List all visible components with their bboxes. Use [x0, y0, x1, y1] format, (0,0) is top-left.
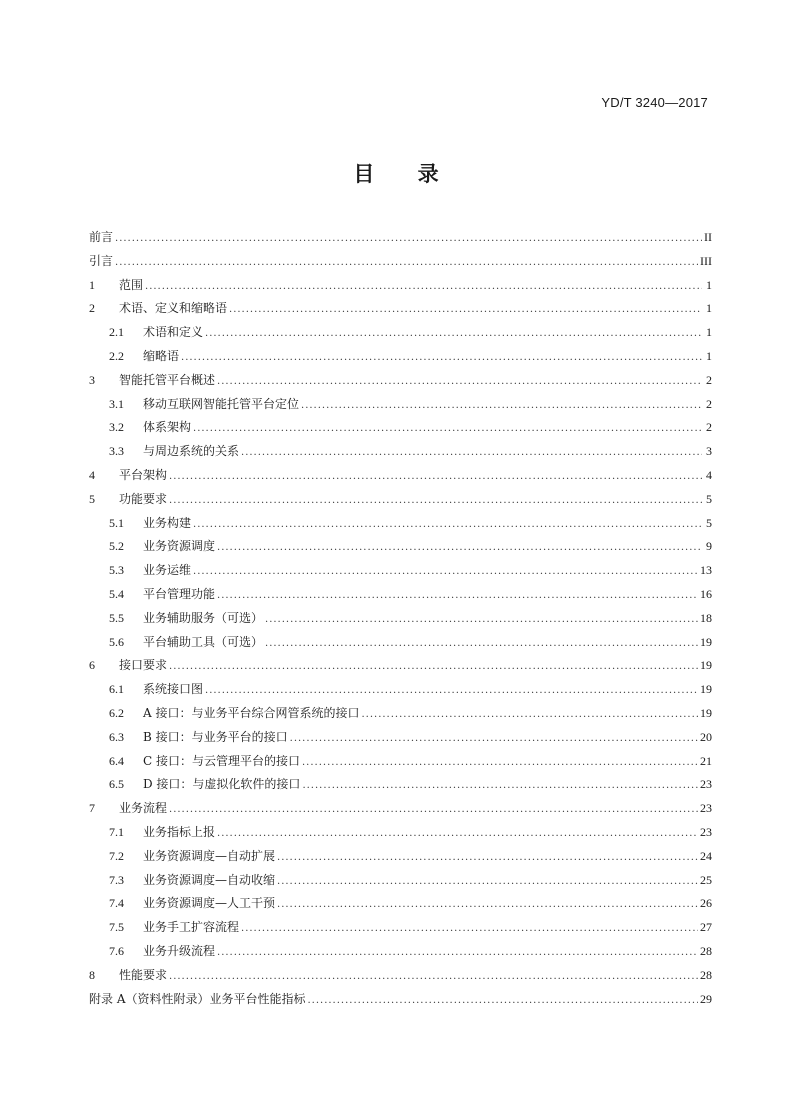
toc-entry-title: 平台管理功能 — [143, 586, 216, 601]
toc-dot-leader — [115, 227, 702, 251]
toc-entry[interactable] — [89, 274, 712, 298]
toc-entry-number: 6.4 — [109, 753, 124, 768]
toc-entry-page: 19 — [700, 705, 712, 720]
toc-entry[interactable] — [89, 964, 712, 988]
toc-entry[interactable] — [89, 845, 712, 869]
toc-dot-leader — [265, 608, 698, 632]
toc-entry-number: 6.3 — [109, 729, 124, 744]
toc-entry-number: 4 — [89, 467, 95, 482]
toc-entry-number: 3.2 — [109, 420, 124, 435]
toc-dot-leader — [217, 941, 698, 965]
toc-entry-title: 附录 A（资料性附录）业务平台性能指标 — [89, 991, 306, 1006]
toc-entry[interactable] — [89, 440, 712, 464]
title-char: 录 — [417, 162, 439, 186]
toc-entry-title: 业务辅助服务（可选） — [143, 610, 264, 625]
toc-entry[interactable] — [89, 678, 712, 702]
toc-entry[interactable] — [89, 988, 712, 1012]
toc-entry-page: 23 — [700, 824, 712, 839]
toc-entry-title: 平台架构 — [119, 467, 168, 482]
toc-entry-page: 9 — [706, 539, 712, 554]
toc-entry-title: A 接口：与业务平台综合网管系统的接口 — [143, 705, 360, 720]
toc-entry-number: 5.5 — [109, 610, 124, 625]
toc-entry-page: 29 — [700, 991, 712, 1006]
toc-dot-leader — [301, 394, 702, 418]
toc-entry-title: 系统接口图 — [143, 682, 204, 697]
toc-entry-title: 业务运维 — [143, 563, 192, 578]
toc-entry-number: 7.2 — [109, 848, 124, 863]
toc-entry-number: 5.6 — [109, 634, 124, 649]
toc-entry-number: 6.2 — [109, 705, 124, 720]
toc-entry[interactable] — [89, 345, 712, 369]
toc-dot-leader — [217, 822, 698, 846]
toc-entry[interactable] — [89, 631, 712, 655]
toc-dot-leader — [193, 417, 702, 441]
toc-entry-number: 7.1 — [109, 824, 124, 839]
toc-entry[interactable] — [89, 797, 712, 821]
toc-dot-leader — [169, 465, 702, 489]
toc-entry-title: 业务构建 — [143, 515, 192, 530]
toc-entry-page: 1 — [706, 348, 712, 363]
toc-entry-title: 业务升级流程 — [143, 943, 216, 958]
toc-entry[interactable] — [89, 297, 712, 321]
toc-entry[interactable] — [89, 750, 712, 774]
toc-entry-page: 25 — [700, 872, 712, 887]
toc-entry-title: 移动互联网智能托管平台定位 — [143, 396, 300, 411]
toc-dot-leader — [241, 917, 698, 941]
toc-entry[interactable] — [89, 559, 712, 583]
toc-entry-number: 5.2 — [109, 539, 124, 554]
toc-dot-leader — [229, 298, 702, 322]
toc-entry-number: 3.3 — [109, 444, 124, 459]
toc-entry[interactable] — [89, 464, 712, 488]
toc-entry-number: 5.3 — [109, 563, 124, 578]
toc-dot-leader — [277, 893, 698, 917]
toc-dot-leader — [265, 632, 698, 656]
toc-entry-title: 业务指标上报 — [143, 824, 216, 839]
toc-entry[interactable] — [89, 393, 712, 417]
toc-entry-page: 1 — [706, 277, 712, 292]
document-code: YD/T 3240—2017 — [601, 95, 708, 110]
toc-entry-page: III — [700, 253, 712, 268]
toc-dot-leader — [169, 655, 698, 679]
toc-entry-page: 3 — [706, 444, 712, 459]
toc-entry-number: 2.1 — [109, 325, 124, 340]
toc-entry-page: 2 — [706, 372, 712, 387]
title-char: 目 — [353, 162, 375, 186]
toc-dot-leader — [290, 727, 698, 751]
toc-entry-page: 23 — [700, 801, 712, 816]
toc-entry-title: B 接口：与业务平台的接口 — [143, 729, 288, 744]
toc-dot-leader — [169, 489, 702, 513]
toc-entry-page: 2 — [706, 396, 712, 411]
toc-entry-page: 23 — [700, 777, 712, 792]
toc-entry-title: C 接口：与云管理平台的接口 — [143, 753, 300, 768]
toc-entry-page: 4 — [706, 467, 712, 482]
toc-entry-title: 业务资源调度—人工干预 — [143, 896, 276, 911]
toc-entry-page: 1 — [706, 325, 712, 340]
toc-entry-number: 6.5 — [109, 777, 124, 792]
toc-dot-leader — [217, 370, 702, 394]
toc-entry-number: 7.5 — [109, 920, 124, 935]
toc-entry-page: 26 — [700, 896, 712, 911]
toc-entry-page: 20 — [700, 729, 712, 744]
toc-entry[interactable] — [89, 892, 712, 916]
toc-entry[interactable] — [89, 607, 712, 631]
toc-dot-leader — [145, 275, 702, 299]
toc-entry-title: 功能要求 — [119, 491, 168, 506]
toc-entry[interactable] — [89, 488, 712, 512]
toc-dot-leader — [193, 513, 702, 537]
toc-entry[interactable] — [89, 821, 712, 845]
toc-entry-page: 19 — [700, 658, 712, 673]
table-of-contents — [89, 226, 712, 1011]
toc-dot-leader — [217, 536, 702, 560]
toc-entry-number: 3.1 — [109, 396, 124, 411]
toc-entry-page: 5 — [706, 515, 712, 530]
toc-dot-leader — [181, 346, 702, 370]
toc-entry-title: 业务资源调度—自动扩展 — [143, 848, 276, 863]
toc-entry-number: 3 — [89, 372, 95, 387]
toc-entry-number: 7.4 — [109, 896, 124, 911]
toc-entry-number: 8 — [89, 967, 95, 982]
toc-entry-page: 16 — [700, 586, 712, 601]
toc-entry-title: 业务流程 — [119, 801, 168, 816]
toc-entry-page: 19 — [700, 634, 712, 649]
toc-entry[interactable] — [89, 702, 712, 726]
toc-entry[interactable] — [89, 535, 712, 559]
toc-entry-page: 5 — [706, 491, 712, 506]
toc-entry[interactable] — [89, 321, 712, 345]
toc-entry-title: 缩略语 — [143, 348, 180, 363]
toc-entry-title: 范围 — [119, 277, 144, 292]
toc-entry[interactable] — [89, 416, 712, 440]
toc-entry-title: 术语和定义 — [143, 325, 204, 340]
toc-entry[interactable] — [89, 726, 712, 750]
toc-entry-title: 引言 — [89, 253, 114, 268]
toc-entry-page: 1 — [706, 301, 712, 316]
toc-entry-title: 体系架构 — [143, 420, 192, 435]
toc-entry-number: 6 — [89, 658, 95, 673]
toc-entry-number: 1 — [89, 277, 95, 292]
toc-entry-title: 平台辅助工具（可选） — [143, 634, 264, 649]
toc-entry-number: 2 — [89, 301, 95, 316]
toc-entry-number: 5.1 — [109, 515, 124, 530]
toc-dot-leader — [241, 441, 702, 465]
toc-entry[interactable] — [89, 369, 712, 393]
toc-entry-title: 智能托管平台概述 — [119, 372, 216, 387]
toc-entry-number: 7.6 — [109, 943, 124, 958]
toc-entry-page: 21 — [700, 753, 712, 768]
toc-dot-leader — [217, 584, 698, 608]
toc-entry-number: 6.1 — [109, 682, 124, 697]
toc-dot-leader — [277, 870, 698, 894]
toc-entry-title: 业务手工扩容流程 — [143, 920, 240, 935]
toc-dot-leader — [302, 751, 698, 775]
toc-entry-page: 18 — [700, 610, 712, 625]
toc-dot-leader — [169, 798, 698, 822]
toc-entry-title: 前言 — [89, 230, 114, 244]
toc-dot-leader — [302, 774, 698, 798]
toc-dot-leader — [277, 846, 698, 870]
toc-entry-page: 28 — [700, 967, 712, 982]
toc-entry-number: 5.4 — [109, 586, 124, 601]
toc-entry-title: 接口要求 — [119, 658, 168, 673]
toc-entry[interactable] — [89, 773, 712, 797]
toc-entry-page: 13 — [700, 563, 712, 578]
toc-entry-title: 术语、定义和缩略语 — [119, 301, 228, 316]
toc-entry[interactable] — [89, 869, 712, 893]
toc-entry[interactable] — [89, 940, 712, 964]
toc-entry[interactable] — [89, 583, 712, 607]
toc-dot-leader — [115, 251, 698, 275]
toc-entry-page: 24 — [700, 848, 712, 863]
toc-entry-number: 5 — [89, 491, 95, 506]
toc-dot-leader — [205, 679, 698, 703]
toc-entry-page: 27 — [700, 920, 712, 935]
toc-dot-leader — [205, 322, 702, 346]
toc-entry-number: 7.3 — [109, 872, 124, 887]
toc-entry-title: 业务资源调度—自动收缩 — [143, 872, 276, 887]
toc-dot-leader — [307, 989, 698, 1013]
toc-entry[interactable] — [89, 654, 712, 678]
toc-entry-page: 2 — [706, 420, 712, 435]
toc-entry-page: II — [704, 230, 712, 244]
toc-dot-leader — [361, 703, 698, 727]
toc-entry[interactable] — [89, 250, 712, 274]
toc-dot-leader — [169, 965, 698, 989]
toc-entry-number: 2.2 — [109, 348, 124, 363]
toc-entry-number: 7 — [89, 801, 95, 816]
toc-entry[interactable] — [89, 512, 712, 536]
toc-entry-title: 性能要求 — [119, 967, 168, 982]
page-title — [0, 158, 792, 188]
toc-dot-leader — [193, 560, 698, 584]
toc-entry-page: 28 — [700, 943, 712, 958]
toc-entry-page: 19 — [700, 682, 712, 697]
toc-entry-title: 与周边系统的关系 — [143, 444, 240, 459]
toc-entry[interactable] — [89, 226, 712, 250]
toc-entry-title: 业务资源调度 — [143, 539, 216, 554]
toc-entry-title: D 接口：与虚拟化软件的接口 — [143, 777, 301, 792]
toc-entry[interactable] — [89, 916, 712, 940]
